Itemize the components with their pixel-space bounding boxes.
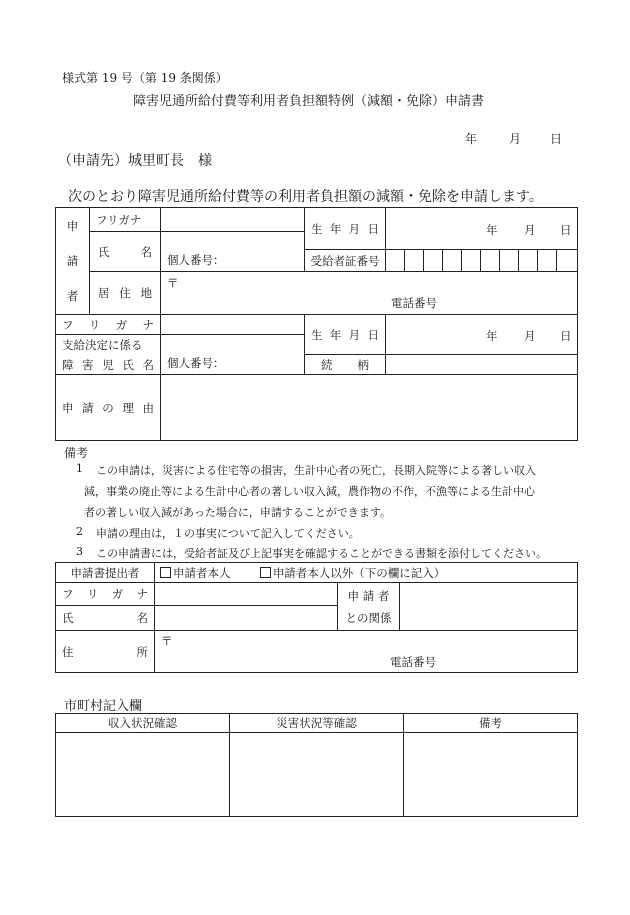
submitter-table <box>55 562 578 673</box>
notes-heading: 備考 <box>64 446 89 460</box>
remarks-field[interactable] <box>404 733 578 817</box>
submitter-furigana-field[interactable] <box>155 583 338 606</box>
note-3-num: 3 <box>76 545 83 558</box>
cert-digit-1[interactable] <box>386 250 405 272</box>
submitter-label: 申請書提出者 <box>56 563 155 583</box>
form-number: 様式第 19 号（第 19 条関係） <box>62 71 228 85</box>
note-1-line-3: 者の著しい収入減があった場合に，申請することができます。 <box>84 506 392 519</box>
note-1-num: 1 <box>76 462 83 475</box>
cert-digit-4[interactable] <box>443 250 462 272</box>
municipal-heading: 市町村記入欄 <box>64 699 143 714</box>
applicant-address-field[interactable] <box>161 272 578 315</box>
other-checkbox[interactable] <box>260 567 271 578</box>
applicant-my-number-label: 個人番号： <box>167 253 225 267</box>
note-2-line-1: 申請の理由は，１の事実について記入してください。 <box>96 527 360 540</box>
applicant-phone-label: 電話番号 <box>391 296 437 310</box>
applicant-birth-field[interactable]: 年 月 日 <box>386 208 578 250</box>
child-my-number-label: 個人番号： <box>167 356 225 370</box>
municipal-table <box>55 713 578 817</box>
other-option-label: 申請者本人以外（下の欄に記入） <box>272 565 446 580</box>
note-2-num: 2 <box>76 525 83 538</box>
recipient-cert-label: 受給者証番号 <box>305 250 386 272</box>
applicant-birth-label: 生 年 月 日 <box>305 208 386 250</box>
child-furigana-field[interactable] <box>161 315 305 335</box>
cert-digit-5[interactable] <box>462 250 481 272</box>
child-relation-field[interactable] <box>386 355 578 375</box>
cert-digit-6[interactable] <box>481 250 500 272</box>
submitter-postal-mark: 〒 <box>161 634 173 648</box>
cert-digit-10[interactable] <box>557 250 578 272</box>
applicant-table <box>55 207 578 441</box>
date-year: 年 <box>465 132 478 146</box>
applicant-furigana-label: フリガナ <box>90 208 161 232</box>
submitter-options <box>155 563 578 583</box>
submitter-relation-field[interactable] <box>400 583 578 631</box>
cert-digit-9[interactable] <box>538 250 557 272</box>
child-name-field[interactable] <box>161 335 305 375</box>
col-disaster-check: 災害状況等確認 <box>230 714 404 733</box>
child-birth-field[interactable]: 年 月 日 <box>386 315 578 355</box>
applicant-address-label: 居 住 地 <box>90 272 161 315</box>
applicant-postal-mark: 〒 <box>167 276 179 290</box>
child-birth-label: 生 年 月 日 <box>305 315 386 355</box>
applicant-char-3: 者 <box>66 289 79 303</box>
submitter-furigana-label: フ リ ガ ナ <box>56 583 155 606</box>
self-option-label: 申請者本人 <box>173 565 231 580</box>
child-furigana-label: フ リ ガ ナ <box>56 315 161 335</box>
form-title: 障害児通所給付費等利用者負担額特例（減額・免除）申請書 <box>133 94 485 109</box>
applicant-furigana-field[interactable] <box>161 208 305 232</box>
date-month: 月 <box>509 132 522 146</box>
submitter-name-label: 氏 名 <box>56 606 155 631</box>
reason-field[interactable] <box>161 375 578 441</box>
note-3-line-1: この申請書には，受給者証及び上記事実を確認することができる書類を添付してください。 <box>96 547 547 560</box>
addressee: （申請先）城里町長 様 <box>58 153 212 169</box>
date-day: 日 <box>550 132 563 146</box>
cert-digit-7[interactable] <box>500 250 519 272</box>
cert-digit-8[interactable] <box>519 250 538 272</box>
note-1-line-1: この申請は，災害による住宅等の損害，生計中心者の死亡，長期入院等による著しい収入 <box>96 464 536 477</box>
col-remarks: 備考 <box>404 714 578 733</box>
submitter-name-field[interactable] <box>155 606 338 631</box>
submitter-phone-label: 電話番号 <box>390 655 436 669</box>
intro-text: 次のとおり障害児通所給付費等の利用者負担額の減額・免除を申請します。 <box>68 189 543 205</box>
applicant-name-field[interactable] <box>161 232 305 272</box>
cert-digit-2[interactable] <box>405 250 424 272</box>
disaster-check-field[interactable] <box>230 733 404 817</box>
child-name-label: 支給決定に係る 障 害 児 氏 名 <box>56 335 161 375</box>
note-1-line-2: 減，事業の廃止等による生計中心者の著しい収入減，農作物の不作，不漁等による生計中心 <box>84 485 535 498</box>
applicant-char-1: 申 <box>66 219 79 233</box>
child-relation-label: 続 柄 <box>305 355 386 375</box>
income-check-field[interactable] <box>56 733 230 817</box>
applicant-char-2: 請 <box>66 254 79 268</box>
submitter-relation-label: 申 請 者 との関係 <box>338 583 400 631</box>
submitter-address-field[interactable] <box>155 631 578 673</box>
cert-digit-3[interactable] <box>424 250 443 272</box>
submitter-address-label: 住 所 <box>56 631 155 673</box>
self-checkbox[interactable] <box>160 567 171 578</box>
reason-label: 申 請 の 理 由 <box>56 375 161 441</box>
applicant-name-label: 氏 名 <box>90 232 161 272</box>
col-income-check: 収入状況確認 <box>56 714 230 733</box>
applicant-section-label <box>56 208 90 315</box>
